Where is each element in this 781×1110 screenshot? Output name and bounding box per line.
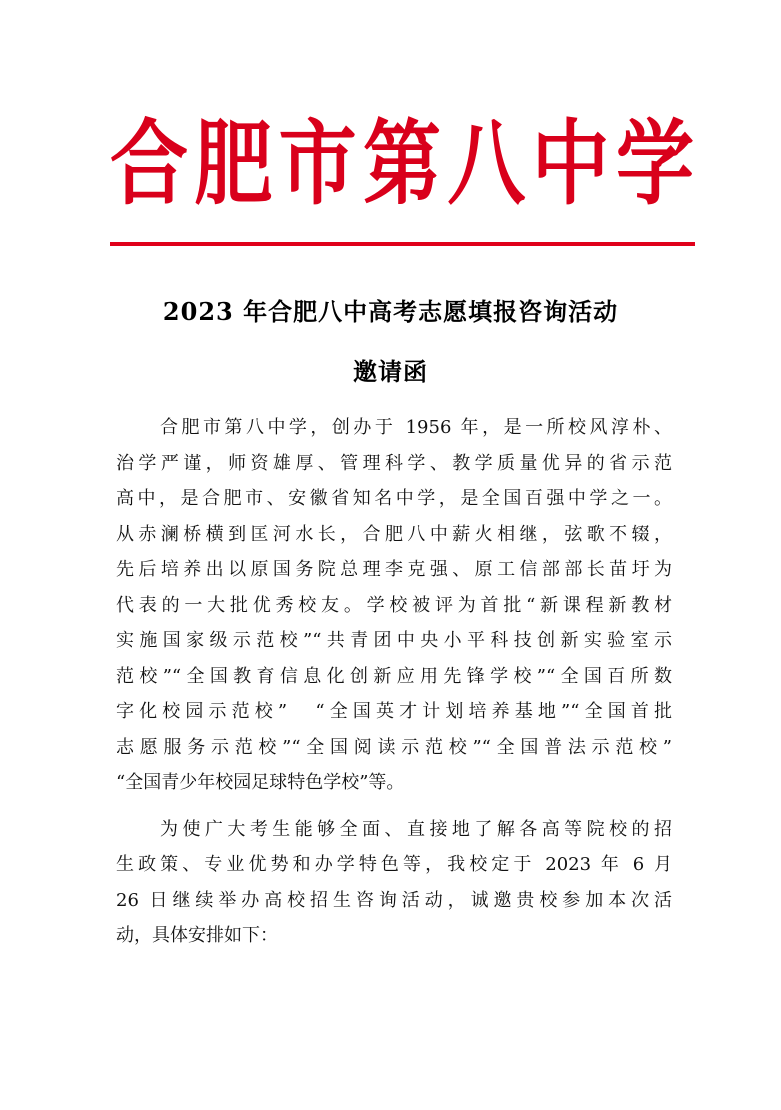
masthead-char: 中: [531, 110, 610, 219]
letter-body: [116, 410, 672, 954]
paragraph-event-announcement: [116, 812, 672, 954]
body-line: 字化校园示范校” “全国英才计划培养基地”“全国首批: [116, 701, 672, 722]
masthead-char: 合: [110, 110, 189, 219]
body-line: 高中，是合肥市、安徽省知名中学，是全国百强中学之一。: [116, 488, 672, 509]
school-masthead: [110, 100, 694, 230]
masthead-char: 八: [447, 110, 526, 219]
masthead-char: 第: [362, 110, 441, 219]
body-line: 代表的一大批优秀校友。学校被评为首批“新课程新教材: [116, 594, 672, 616]
body-line: 志愿服务示范校”“全国阅读示范校”“全国普法示范校”: [116, 736, 672, 758]
body-line: “全国青少年校园足球特色学校”等。: [116, 772, 405, 793]
document-subtitle: 邀请函: [353, 357, 428, 386]
masthead-divider-rule: [110, 242, 695, 246]
body-line: 动，具体安排如下：: [116, 925, 278, 946]
body-line: 实施国家级示范校”“共青团中央小平科技创新实验室示: [116, 630, 672, 651]
paragraph-school-intro: [116, 410, 672, 801]
body-line: 为使广大考生能够全面、直接地了解各高等院校的招: [160, 818, 672, 840]
masthead-char: 学: [615, 110, 694, 219]
body-line: 生政策、专业优势和办学特色等，我校定于 2023 年 6 月: [116, 854, 672, 875]
body-line: 治学严谨，师资雄厚、管理科学、教学质量优异的省示范: [116, 452, 672, 474]
body-line: 范校”“全国教育信息化创新应用先锋学校”“全国百所数: [116, 665, 672, 687]
body-line: 先后培养出以原国务院总理李克强、原工信部部长苗圩为: [116, 559, 672, 580]
body-line: 26 日继续举办高校招生咨询活动，诚邀贵校参加本次活: [116, 889, 672, 911]
body-line: 合肥市第八中学，创办于 1956 年，是一所校风淳朴、: [160, 417, 672, 438]
masthead-char: 肥: [194, 110, 273, 219]
paragraph-spacer: [116, 801, 672, 812]
document-title: 2023 年合肥八中高考志愿填报咨询活动: [162, 297, 619, 326]
masthead-char: 市: [278, 110, 357, 219]
body-line: 从赤澜桥横到匡河水长，合肥八中薪火相继，弦歌不辍，: [116, 523, 672, 545]
